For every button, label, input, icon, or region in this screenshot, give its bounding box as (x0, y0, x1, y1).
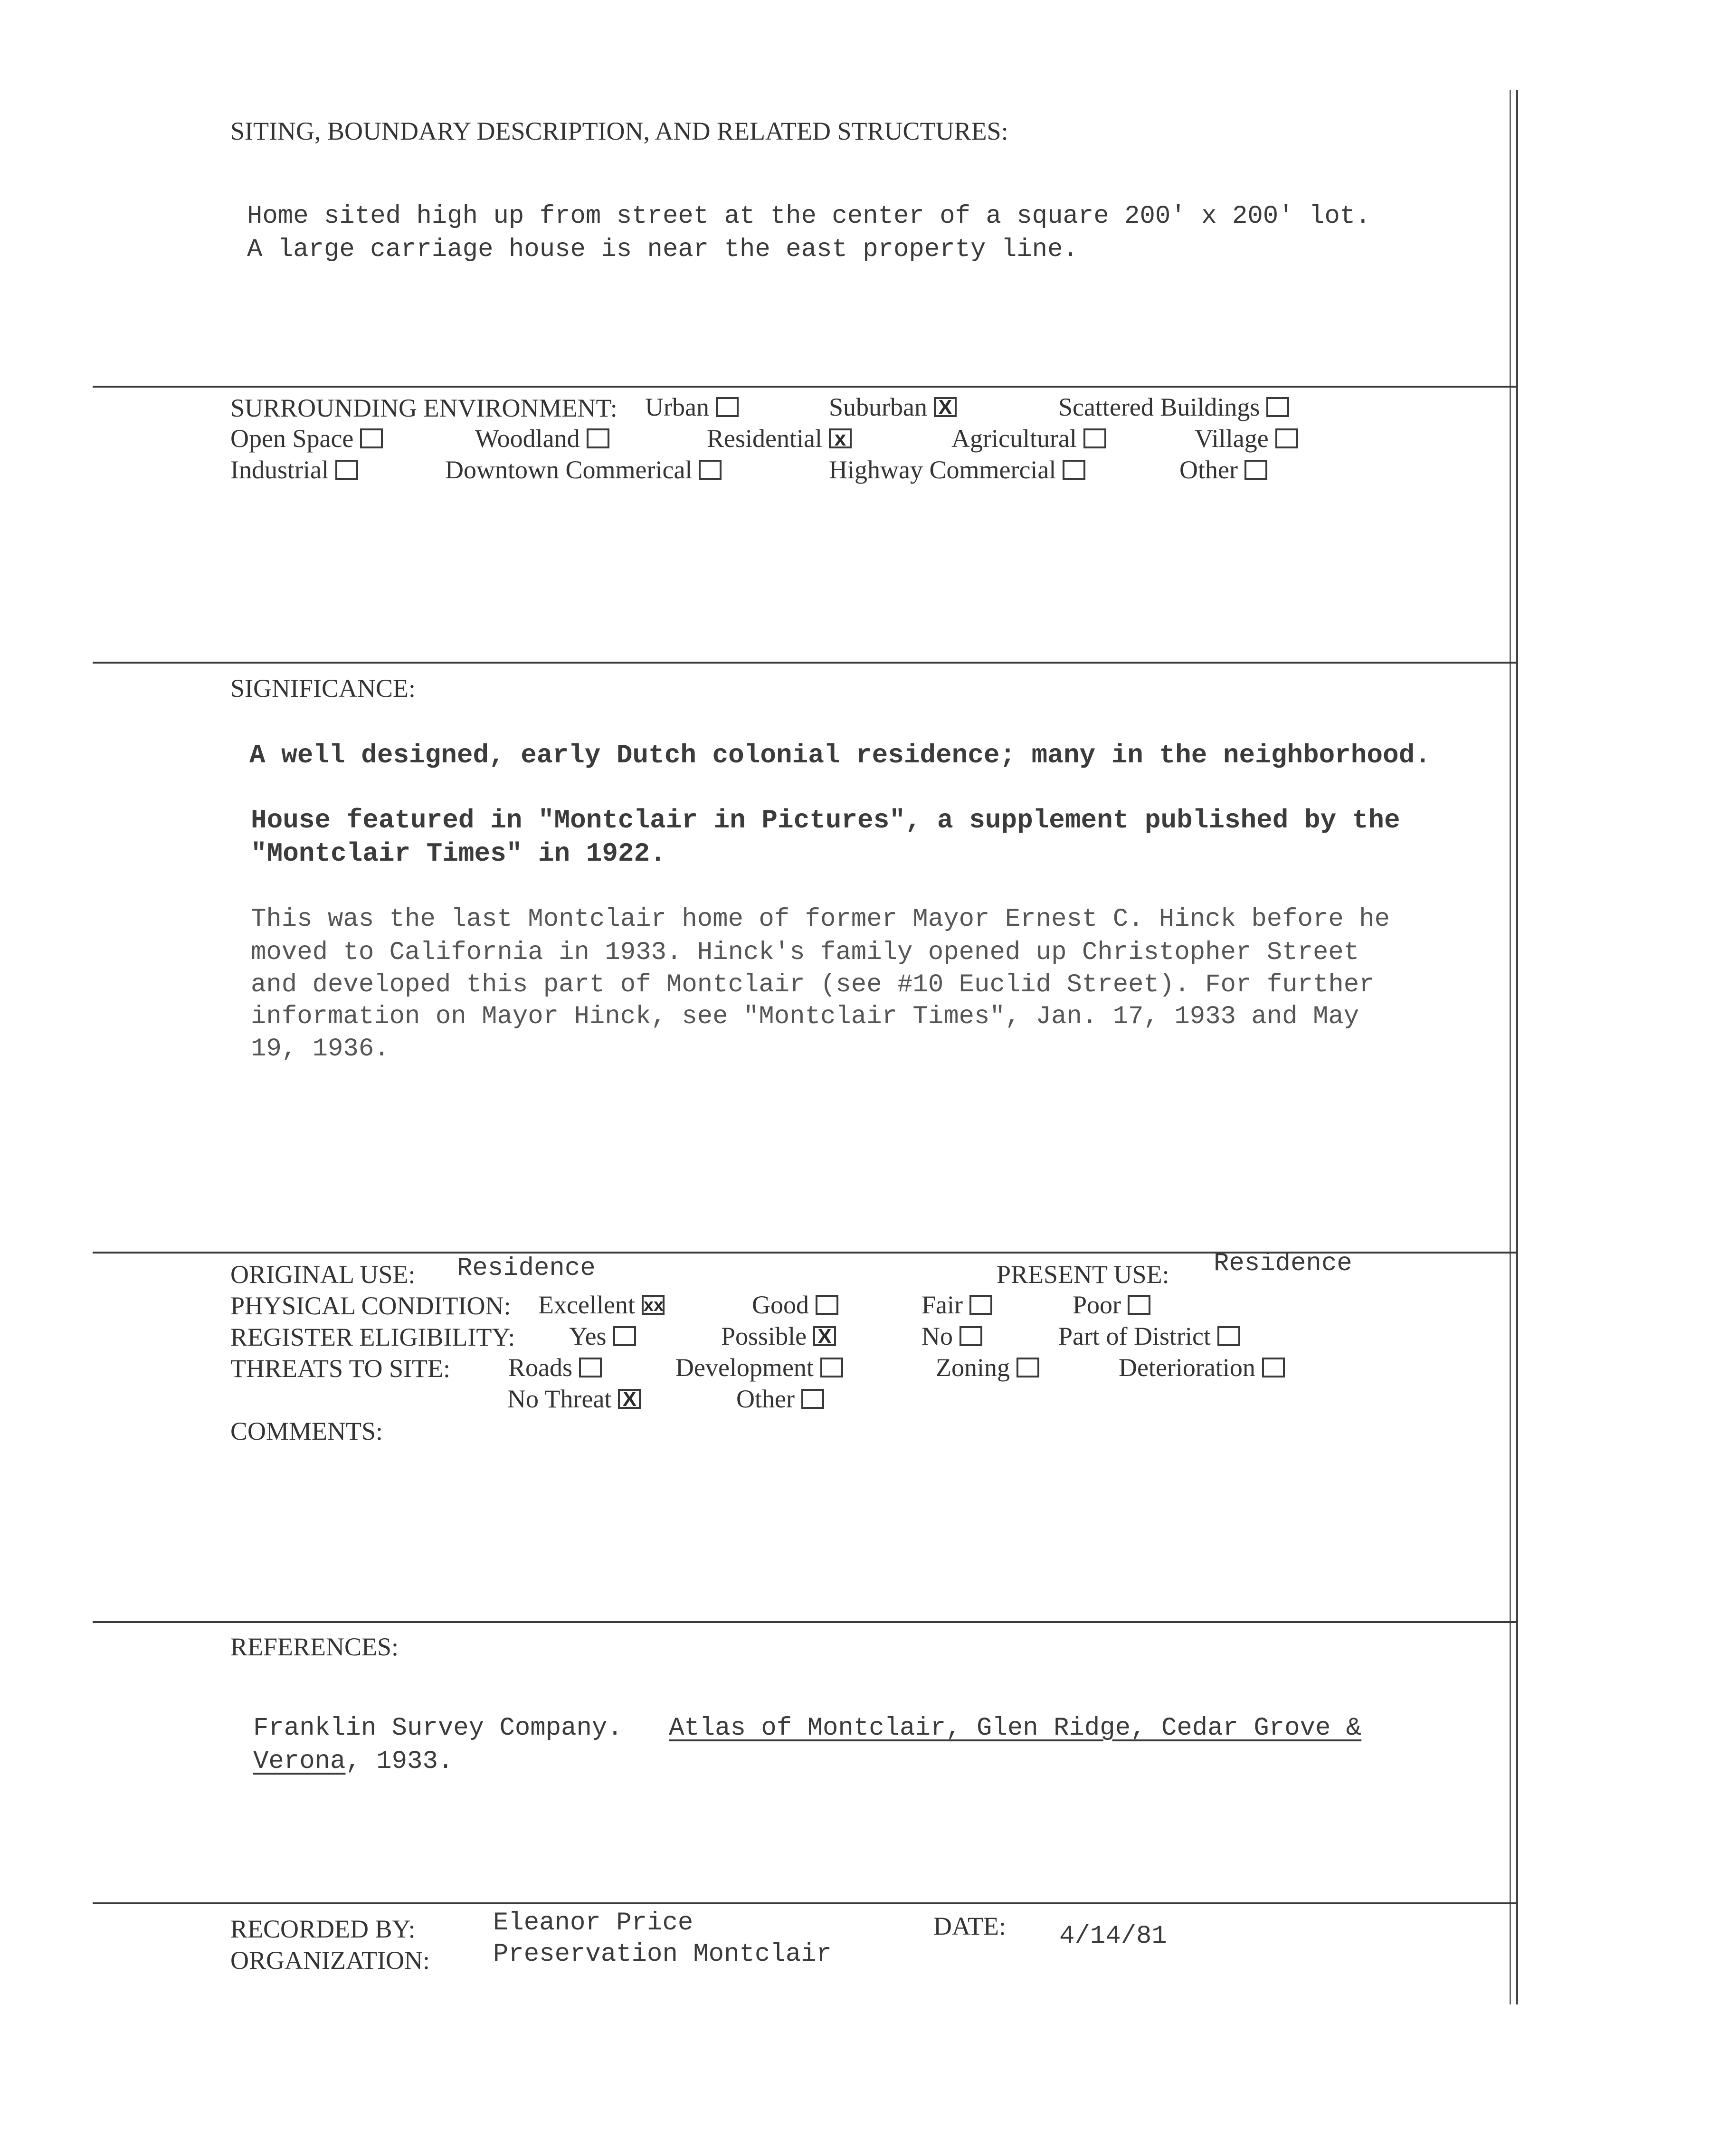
env-residential-mark: x (834, 427, 846, 450)
eligibility-option-no[interactable] (922, 1321, 982, 1351)
threats-option-no-threat[interactable] (507, 1384, 641, 1414)
significance-paragraph-3-line-4: information on Mayor Hinck, see "Montclair Times", Jan. 17, 1933 and May (251, 1002, 1359, 1031)
reference-line-1 (253, 1714, 1361, 1743)
env-downtown-checkbox[interactable] (699, 460, 722, 480)
reference-author: Franklin Survey Company. (253, 1714, 623, 1743)
condition-good-label: Good (752, 1291, 809, 1319)
condition-excellent-mark: xx (643, 1295, 664, 1315)
threats-development-label: Development (675, 1353, 814, 1382)
eligibility-district-label: Part of District (1058, 1322, 1211, 1350)
threats-option-roads[interactable] (508, 1353, 602, 1382)
env-scattered-label: Scattered Buildings (1058, 393, 1260, 421)
eligibility-possible-mark: X (817, 1325, 832, 1348)
significance-paragraph-3-line-5: 19, 1936. (251, 1035, 390, 1064)
env-industrial-label: Industrial (230, 456, 329, 484)
threats-roads-checkbox[interactable] (579, 1358, 602, 1377)
env-urban-checkbox[interactable] (716, 397, 739, 417)
eligibility-no-checkbox[interactable] (960, 1326, 982, 1346)
env-option-residential[interactable] (707, 424, 852, 453)
env-suburban-mark: X (938, 396, 952, 419)
env-option-agricultural[interactable] (951, 424, 1106, 453)
condition-good-checkbox[interactable] (816, 1295, 838, 1315)
condition-poor-label: Poor (1073, 1291, 1121, 1319)
threats-deterioration-label: Deterioration (1119, 1353, 1255, 1382)
threats-zoning-label: Zoning (936, 1353, 1010, 1382)
comments-label: COMMENTS: (230, 1417, 383, 1445)
env-suburban-checkbox[interactable] (934, 397, 957, 417)
right-border-outer (1516, 90, 1518, 2004)
threats-roads-label: Roads (508, 1353, 572, 1382)
date-label: DATE: (933, 1912, 1006, 1940)
significance-paragraph-3-line-2: moved to California in 1933. Hinck's family opened up Christopher Street (251, 938, 1359, 967)
original-use-label: ORIGINAL USE: (230, 1260, 416, 1289)
condition-poor-checkbox[interactable] (1128, 1295, 1150, 1315)
date-value: 4/14/81 (1059, 1922, 1167, 1951)
env-village-label: Village (1195, 424, 1269, 453)
env-option-industrial[interactable] (230, 455, 358, 484)
reference-title-part-1: Atlas of Montclair, Glen Ridge, Cedar Grove & (668, 1714, 1362, 1743)
threats-other-label: Other (736, 1385, 795, 1413)
condition-excellent-checkbox[interactable] (642, 1295, 665, 1315)
threats-option-zoning[interactable] (936, 1353, 1039, 1382)
condition-option-excellent[interactable] (538, 1290, 665, 1320)
env-option-other[interactable] (1179, 455, 1267, 484)
env-open-space-checkbox[interactable] (360, 428, 383, 448)
env-residential-checkbox[interactable] (829, 428, 852, 448)
env-agricultural-label: Agricultural (951, 424, 1077, 453)
right-border-inner (1510, 90, 1511, 2004)
present-use-value: Residence (1214, 1249, 1352, 1278)
organization-value: Preservation Montclair (493, 1940, 832, 1969)
threats-no-threat-checkbox[interactable] (618, 1389, 641, 1409)
siting-text-line-1: Home sited high up from street at the center of a square 200' x 200' lot. (247, 202, 1371, 231)
env-option-woodland[interactable] (475, 424, 609, 453)
env-scattered-checkbox[interactable] (1266, 397, 1289, 417)
eligibility-yes-checkbox[interactable] (613, 1326, 636, 1346)
condition-fair-label: Fair (922, 1291, 963, 1319)
original-use-value: Residence (457, 1254, 596, 1283)
recorded-by-label: RECORDED BY: (230, 1915, 416, 1943)
reference-line-2 (253, 1747, 453, 1776)
env-residential-label: Residential (707, 424, 822, 453)
env-option-village[interactable] (1195, 424, 1298, 453)
organization-label: ORGANIZATION: (230, 1946, 430, 1975)
significance-paragraph-2-line-1: House featured in "Montclair in Pictures", a supplement published by the (251, 805, 1400, 836)
env-option-suburban[interactable] (829, 392, 957, 422)
eligibility-option-yes[interactable] (569, 1321, 636, 1351)
env-highway-label: Highway Commercial (829, 456, 1056, 484)
env-woodland-checkbox[interactable] (587, 428, 609, 448)
eligibility-possible-checkbox[interactable] (813, 1326, 836, 1346)
significance-paragraph-1: A well designed, early Dutch colonial residence; many in the neighborhood. (249, 740, 1431, 770)
eligibility-option-district[interactable] (1058, 1321, 1240, 1351)
significance-paragraph-3-line-3: and developed this part of Montclair (see #10 Euclid Street). For further (251, 970, 1375, 999)
siting-label: SITING, BOUNDARY DESCRIPTION, AND RELATED STRUCTURES: (230, 117, 1008, 145)
threats-option-development[interactable] (675, 1353, 843, 1382)
env-highway-checkbox[interactable] (1063, 460, 1085, 480)
threats-no-threat-mark: X (622, 1387, 637, 1411)
env-other-label: Other (1179, 456, 1238, 484)
env-open-space-label: Open Space (230, 424, 354, 453)
eligibility-label: REGISTER ELIGIBILITY: (230, 1323, 515, 1351)
threats-option-other[interactable] (736, 1384, 824, 1414)
env-suburban-label: Suburban (829, 393, 927, 421)
threats-development-checkbox[interactable] (820, 1358, 843, 1377)
significance-paragraph-3-line-1: This was the last Montclair home of former Mayor Ernest C. Hinck before he (251, 905, 1390, 934)
env-downtown-label: Downtown Commerical (445, 456, 693, 484)
env-option-downtown[interactable] (445, 455, 722, 484)
eligibility-option-possible[interactable] (721, 1321, 836, 1351)
env-agricultural-checkbox[interactable] (1083, 428, 1106, 448)
env-woodland-label: Woodland (475, 424, 580, 453)
condition-option-poor[interactable] (1073, 1290, 1150, 1320)
divider-4 (93, 1621, 1518, 1623)
condition-fair-checkbox[interactable] (969, 1295, 992, 1315)
threats-option-deterioration[interactable] (1119, 1353, 1285, 1382)
reference-title-part-2: Verona (253, 1747, 346, 1776)
env-village-checkbox[interactable] (1275, 428, 1298, 448)
condition-label: PHYSICAL CONDITION: (230, 1292, 511, 1320)
divider-2 (93, 662, 1518, 664)
significance-paragraph-2-line-2: "Montclair Times" in 1922. (251, 838, 666, 869)
significance-label: SIGNIFICANCE: (230, 674, 416, 703)
env-urban-label: Urban (645, 393, 709, 421)
references-label: REFERENCES: (230, 1633, 399, 1661)
condition-excellent-label: Excellent (538, 1291, 635, 1319)
eligibility-no-label: No (922, 1322, 953, 1350)
env-option-highway[interactable] (829, 455, 1085, 484)
siting-text-line-2: A large carriage house is near the east property line. (247, 235, 1078, 264)
divider-5 (93, 1902, 1518, 1904)
reference-year: , 1933. (345, 1747, 454, 1776)
eligibility-yes-label: Yes (569, 1322, 607, 1350)
divider-1 (93, 386, 1518, 388)
env-industrial-checkbox[interactable] (335, 460, 358, 480)
recorded-by-value: Eleanor Price (493, 1909, 694, 1938)
env-option-urban[interactable] (645, 392, 739, 422)
env-option-scattered[interactable] (1058, 392, 1289, 422)
condition-option-fair[interactable] (922, 1290, 992, 1320)
threats-label: THREATS TO SITE: (230, 1354, 451, 1383)
eligibility-possible-label: Possible (721, 1322, 807, 1350)
environment-label: SURROUNDING ENVIRONMENT: (230, 394, 618, 422)
threats-no-threat-label: No Threat (507, 1385, 612, 1413)
threats-other-checkbox[interactable] (801, 1389, 824, 1409)
env-other-checkbox[interactable] (1244, 460, 1267, 480)
condition-option-good[interactable] (752, 1290, 838, 1320)
eligibility-district-checkbox[interactable] (1217, 1326, 1240, 1346)
env-option-open-space[interactable] (230, 424, 383, 453)
present-use-label: PRESENT USE: (997, 1260, 1169, 1289)
threats-zoning-checkbox[interactable] (1016, 1358, 1039, 1377)
threats-deterioration-checkbox[interactable] (1262, 1358, 1285, 1377)
